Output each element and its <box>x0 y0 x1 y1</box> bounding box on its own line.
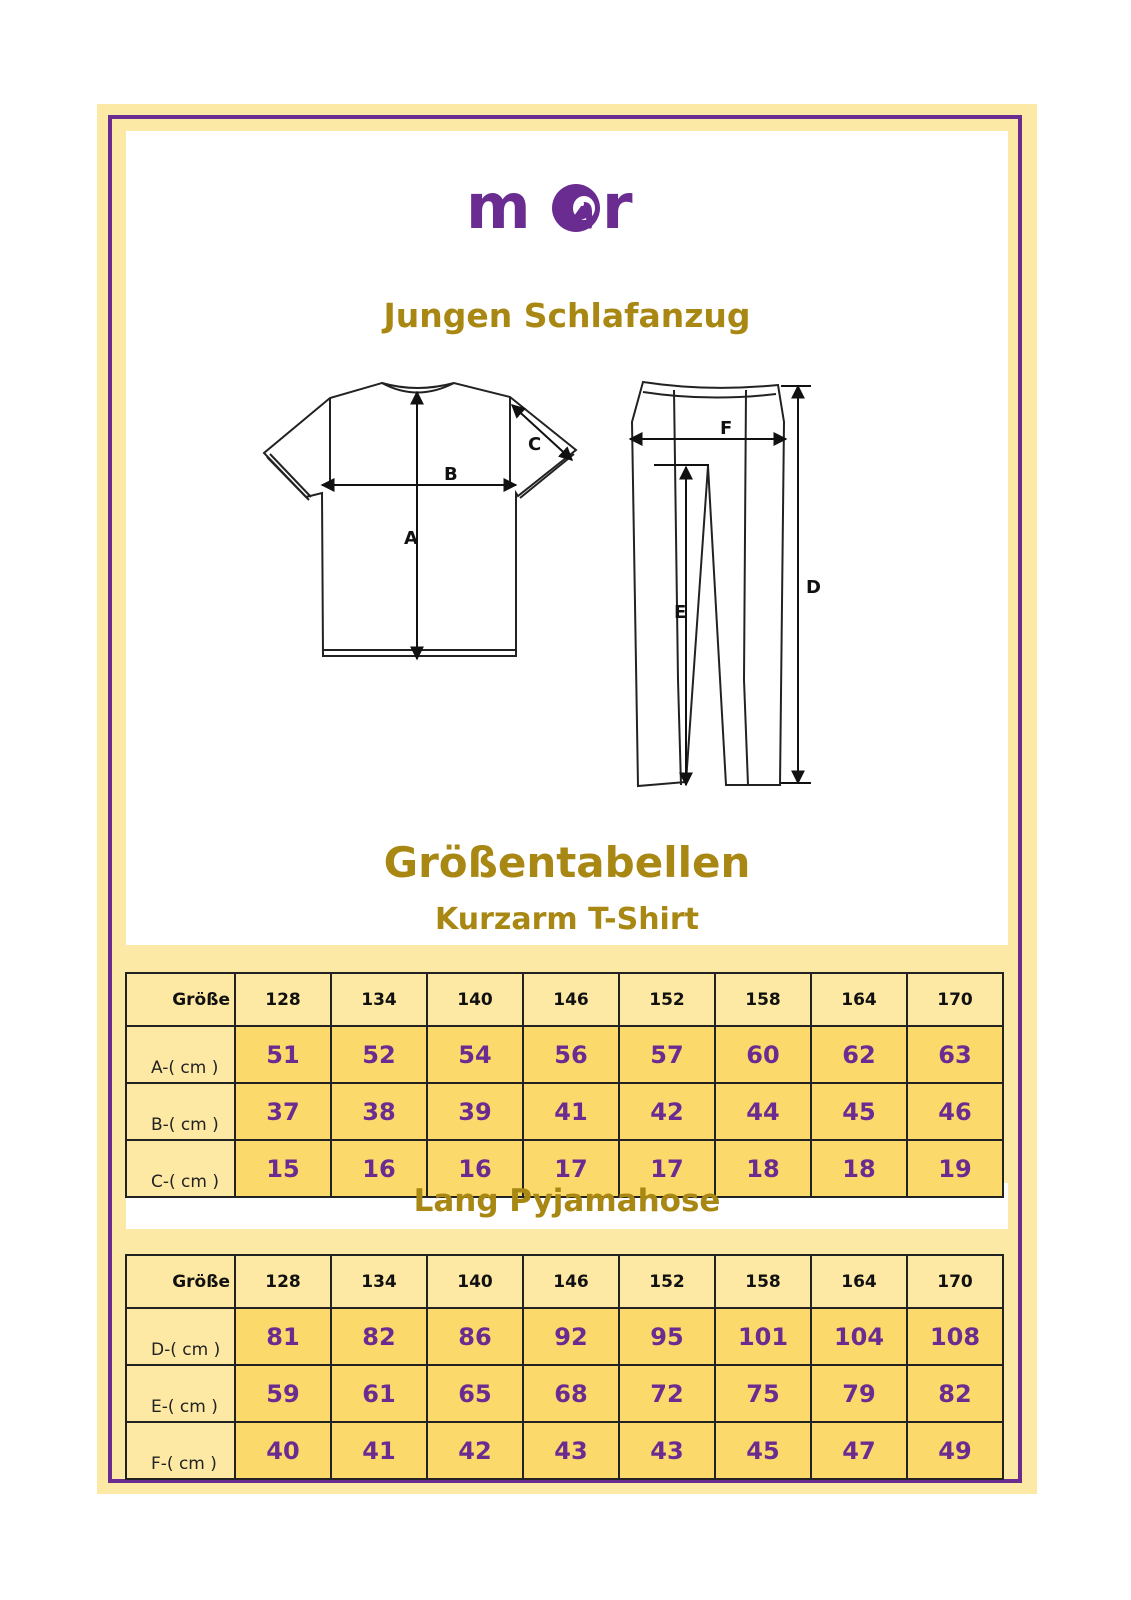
pants-icon <box>632 382 784 786</box>
row-label: E-( cm ) <box>126 1365 235 1422</box>
table-cell: 39 <box>427 1083 523 1140</box>
table-cell: 16 <box>427 1140 523 1197</box>
row-label: A-( cm ) <box>126 1026 235 1083</box>
table-cell: 81 <box>235 1308 331 1365</box>
table-cell: 43 <box>523 1422 619 1479</box>
table-cell: 19 <box>907 1140 1003 1197</box>
table-cell: 95 <box>619 1308 715 1365</box>
label-e: E <box>674 602 687 623</box>
pants-size-table <box>125 1254 1004 1480</box>
table-cell: 57 <box>619 1026 715 1083</box>
size-header: 164 <box>811 973 907 1026</box>
table-cell: 65 <box>427 1365 523 1422</box>
table-cell: 56 <box>523 1026 619 1083</box>
table-cell: 59 <box>235 1365 331 1422</box>
table-cell: 16 <box>331 1140 427 1197</box>
row-label: F-( cm ) <box>126 1422 235 1479</box>
table-cell: 18 <box>811 1140 907 1197</box>
table-cell: 45 <box>715 1422 811 1479</box>
table-cell: 79 <box>811 1365 907 1422</box>
size-header: 158 <box>715 973 811 1026</box>
row-label: D-( cm ) <box>126 1308 235 1365</box>
shirt-subtitle: Kurzarm T-Shirt <box>435 902 699 937</box>
label-a: A <box>404 528 418 549</box>
table-cell: 86 <box>427 1308 523 1365</box>
table-cell: 92 <box>523 1308 619 1365</box>
table-cell: 52 <box>331 1026 427 1083</box>
table-header-row <box>126 973 1003 1026</box>
table-cell: 75 <box>715 1365 811 1422</box>
table-row <box>126 1422 1003 1479</box>
label-f: F <box>720 418 733 439</box>
table-cell: 51 <box>235 1026 331 1083</box>
table-cell: 72 <box>619 1365 715 1422</box>
product-title: Jungen Schlafanzug <box>383 296 751 335</box>
table-cell: 63 <box>907 1026 1003 1083</box>
table-row <box>126 1026 1003 1083</box>
table-cell: 46 <box>907 1083 1003 1140</box>
table-cell: 60 <box>715 1026 811 1083</box>
table-cell: 82 <box>331 1308 427 1365</box>
table-cell: 41 <box>331 1422 427 1479</box>
row-label: C-( cm ) <box>126 1140 235 1197</box>
size-header: 164 <box>811 1255 907 1308</box>
size-header-label: Größe <box>126 973 235 1026</box>
size-header: 170 <box>907 973 1003 1026</box>
table-row <box>126 1365 1003 1422</box>
table-cell: 61 <box>331 1365 427 1422</box>
table-cell: 15 <box>235 1140 331 1197</box>
table-row <box>126 1083 1003 1140</box>
table-cell: 101 <box>715 1308 811 1365</box>
table-cell: 62 <box>811 1026 907 1083</box>
table-cell: 45 <box>811 1083 907 1140</box>
table-cell: 54 <box>427 1026 523 1083</box>
table-cell: 108 <box>907 1308 1003 1365</box>
tshirt-measure-lines <box>322 392 572 659</box>
pants-subtitle: Lang Pyjamahose <box>413 1183 721 1219</box>
table-cell: 18 <box>715 1140 811 1197</box>
size-header: 158 <box>715 1255 811 1308</box>
table-cell: 47 <box>811 1422 907 1479</box>
elephant-icon <box>552 184 600 232</box>
label-d: D <box>806 577 821 598</box>
size-header: 128 <box>235 1255 331 1308</box>
table-cell: 42 <box>619 1083 715 1140</box>
shirt-size-table <box>125 972 1004 1198</box>
table-cell: 104 <box>811 1308 907 1365</box>
garment-diagram <box>126 380 1008 800</box>
table-cell: 49 <box>907 1422 1003 1479</box>
size-header-label: Größe <box>126 1255 235 1308</box>
table-cell: 38 <box>331 1083 427 1140</box>
table-cell: 41 <box>523 1083 619 1140</box>
table-cell: 37 <box>235 1083 331 1140</box>
table-cell: 68 <box>523 1365 619 1422</box>
table-cell: 44 <box>715 1083 811 1140</box>
tshirt-icon <box>264 383 576 656</box>
table-row <box>126 1308 1003 1365</box>
brand-logo <box>466 170 666 250</box>
table-cell: 42 <box>427 1422 523 1479</box>
size-header: 146 <box>523 973 619 1026</box>
table-header-row <box>126 1255 1003 1308</box>
size-header: 152 <box>619 973 715 1026</box>
label-b: B <box>444 464 458 485</box>
size-header: 134 <box>331 1255 427 1308</box>
size-chart-heading: Größentabellen <box>383 838 751 887</box>
logo-letter-m: m <box>466 170 531 243</box>
table-cell: 17 <box>523 1140 619 1197</box>
size-header: 140 <box>427 973 523 1026</box>
logo-letter-r: r <box>602 170 633 243</box>
row-label: B-( cm ) <box>126 1083 235 1140</box>
table-cell: 17 <box>619 1140 715 1197</box>
size-header: 128 <box>235 973 331 1026</box>
size-header: 170 <box>907 1255 1003 1308</box>
size-header: 152 <box>619 1255 715 1308</box>
label-c: C <box>528 434 542 455</box>
size-header: 134 <box>331 973 427 1026</box>
table-cell: 40 <box>235 1422 331 1479</box>
size-header: 146 <box>523 1255 619 1308</box>
table-cell: 82 <box>907 1365 1003 1422</box>
size-header: 140 <box>427 1255 523 1308</box>
table-cell: 43 <box>619 1422 715 1479</box>
